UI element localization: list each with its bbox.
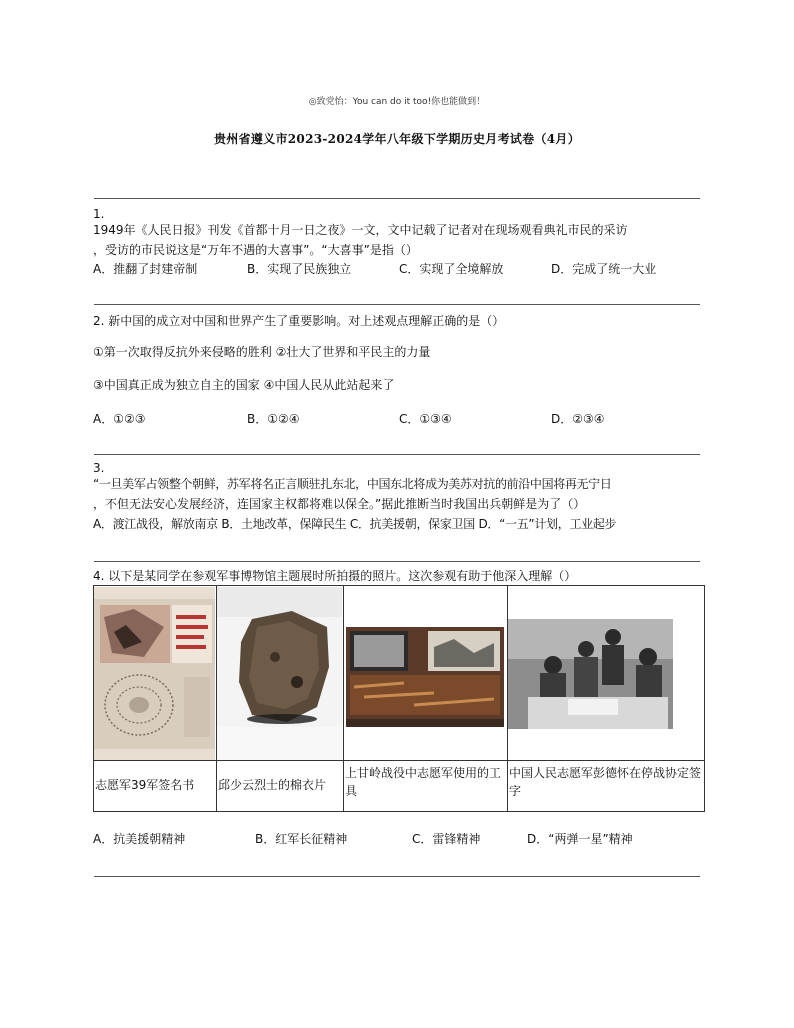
q2-items-line1: ①第一次取得反抗外来侵略的胜利 ②壮大了世界和平民主的力量	[93, 345, 431, 359]
q3-line1: “一旦美军占领整个朝鲜，苏军将名正言顺驻扎东北，中国东北将成为美苏对抗的前沿中国将再无宁日	[93, 477, 612, 491]
q1-line1: 1949年《人民日报》刊发《首都十月一日之夜》一文，文中记载了记者对在现场观看典礼市民的采访	[93, 223, 628, 237]
q4-option-d: D．“两弹一星”精神	[527, 832, 633, 846]
q3-options: A．渡江战役，解放南京 B．土地改革，保障民生 C．抗美援朝，保家卫国 D．“一五”计划，工业起步	[93, 517, 617, 531]
q1-option-c: C．实现了全境解放	[399, 262, 504, 276]
divider	[94, 876, 700, 877]
photo-caption-2: 邱少云烈士的棉衣片	[218, 778, 327, 792]
q4-stem: 4. 以下是某同学在参观军事博物馆主题展时所拍摄的照片。这次参观有助于他深入理解（）	[93, 569, 577, 583]
photo-table	[93, 585, 705, 812]
q3-number: 3.	[93, 461, 105, 475]
q4-option-c: C．雷锋精神	[412, 832, 481, 846]
photo-cell	[344, 586, 508, 761]
photo-cell	[94, 586, 217, 761]
divider	[94, 561, 700, 562]
q4-option-b: B．红军长征精神	[255, 832, 348, 846]
q2-items-line2: ③中国真正成为独立自主的国家 ④中国人民从此站起来了	[93, 378, 395, 392]
q3-line2: ，不但无法安心发展经济，连国家主权都将难以保全。”据此推断当时我国出兵朝鲜是为了（）	[93, 497, 586, 511]
q4-option-a: A．抗美援朝精神	[93, 832, 186, 846]
tools-exhibit-photo	[344, 587, 506, 760]
divider	[94, 304, 700, 305]
q2-stem: 2. 新中国的成立对中国和世界产生了重要影响。对上述观点理解正确的是（）	[93, 314, 505, 328]
photo-caption-4: 中国人民志愿军彭德怀在停战协定签字	[509, 766, 702, 798]
q1-option-d: D．完成了统一大业	[551, 262, 657, 276]
armistice-signing-photo	[508, 587, 703, 760]
q2-option-c: C．①③④	[399, 412, 452, 426]
q2-option-d: D．②③④	[551, 412, 605, 426]
signature-book-photo	[94, 587, 215, 760]
q1-number: 1.	[93, 207, 105, 221]
divider	[94, 198, 700, 199]
page-title: 贵州省遵义市2023-2024学年八年级下学期历史月考试卷（4月）	[213, 132, 581, 146]
q1-option-b: B．实现了民族独立	[247, 262, 352, 276]
photo-caption-3: 上甘岭战役中志愿军使用的工具	[345, 766, 502, 798]
q2-option-a: A．①②③	[93, 412, 146, 426]
photo-cell	[217, 586, 344, 761]
header-note: ◎致党怡：You can do it too!你也能做到！	[308, 97, 486, 107]
q1-line2: ，受访的市民说这是“万年不遇的大喜事”。“大喜事”是指（）	[93, 243, 418, 257]
photo-cell	[508, 586, 705, 761]
q1-option-a: A．推翻了封建帝制	[93, 262, 198, 276]
cotton-coat-piece-photo	[217, 587, 342, 760]
q2-option-b: B．①②④	[247, 412, 300, 426]
divider	[94, 454, 700, 455]
photo-caption-1: 志愿军39军签名书	[95, 778, 195, 792]
